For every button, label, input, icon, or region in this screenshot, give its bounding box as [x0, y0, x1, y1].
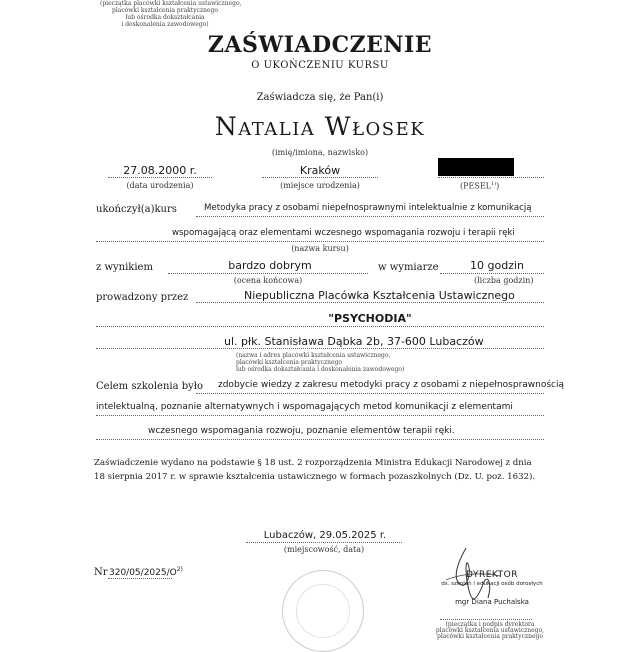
place-date-value: Lubaczów, 29.05.2025 r. [263, 530, 387, 541]
goal-line1: zdobycie wiedzy z zakresu metodyki pracy z osobami z niepełnosprawnością [218, 380, 565, 390]
grade-line [168, 273, 368, 274]
organizer-line2-rule [96, 326, 544, 327]
goal-line3-rule [96, 439, 544, 440]
stamp-bottom-caption-line: placówki kształcenia praktycznego [436, 633, 543, 640]
stamp-caption-line: placówki kształcenia praktycznego [111, 7, 218, 14]
birth-date-line [108, 177, 212, 178]
organizer-caption-line: (nazwa i adres placówki kształcenia ustawicznego, [236, 352, 391, 359]
course-name-caption: (nazwa kursu) [291, 244, 349, 253]
stamp-caption-line: lub ośrodka dokształcania [125, 14, 205, 21]
pesel-caption: (PESEL$^{1)}$) [460, 181, 500, 191]
intro-text: Zaświadcza się, że Pan(i) [256, 92, 384, 103]
pesel-redaction [438, 158, 514, 176]
director-title: DYREKTOR [466, 570, 518, 580]
document-subtitle: O UKOŃCZENIU KURSU [251, 60, 389, 71]
document-title: ZAŚWIADCZENIE [207, 32, 433, 58]
organizer-caption-line: placówki kształcenia praktycznego [236, 359, 343, 366]
hours-label: w wymiarze [378, 262, 439, 273]
organizer-line1-rule [196, 302, 544, 303]
course-label: ukończył(a)kurs [96, 204, 177, 215]
course-name-line1: Metodyka pracy z osobami niepełnosprawnymi intelektualnie z komunikacją [204, 203, 532, 213]
result-label: z wynikiem [96, 262, 153, 273]
organizer-address: ul. płk. Stanisława Dąbka 2b, 37-600 Lubaczów [224, 335, 484, 348]
number-value: $320/05/2025/O^{2)}$ [109, 566, 183, 578]
stamp-caption-line: i doskonalenia zawodowego) [121, 21, 209, 28]
goal-line1-rule [196, 393, 544, 394]
legal-basis-line1: Zaświadczenie wydano na podstawie § 18 ust. 2 rozporządzenia Ministra Edukacji Narodowej z dnia [94, 458, 532, 468]
organizer-name-line2: "PSYCHODIA" [328, 312, 412, 325]
place-date-rule [246, 542, 402, 543]
hours-line [440, 273, 544, 274]
organizer-caption-line: lub ośrodka dokształcania i doskonalenia zawodowego) [236, 366, 405, 373]
director-subtitle: ds. szkoleń i edukacji osób dorosłych [441, 581, 543, 587]
hours-caption: (liczba godzin) [474, 276, 534, 285]
legal-basis-line2: 18 sierpnia 2017 r. w sprawie kształcenia ustawicznego w formach pozaszkolnych (Dz. U. poz. 1632). [94, 472, 536, 482]
goal-label: Celem szkolenia było [96, 381, 204, 392]
birth-place-value: Kraków [299, 164, 341, 177]
birth-date-caption: (data urodzenia) [126, 181, 194, 190]
number-rule [108, 578, 172, 579]
recipient-name-caption: (imię/imiona, nazwisko) [271, 148, 369, 157]
organizer-name-line1: Niepubliczna Placówka Kształcenia Ustawicznego [244, 289, 515, 302]
goal-line3: wczesnego wspomagania rozwoju, poznanie elementów terapii ręki. [148, 426, 455, 436]
organizer-address-rule [96, 348, 544, 349]
birth-place-caption: (miejsce urodzenia) [280, 181, 360, 190]
place-date-caption: (miejscowość, data) [283, 545, 365, 554]
grade-value: bardzo dobrym [228, 259, 312, 272]
grade-caption: (ocena końcowa) [233, 276, 303, 285]
course-name-line2: wspomagającą oraz elementami wczesnego wspomagania rozwoju i terapii ręki [172, 228, 515, 238]
goal-line2-rule [96, 415, 544, 416]
pesel-line [438, 177, 544, 178]
course-name-line2-rule [96, 241, 544, 242]
goal-line2: intelektualną, poznanie alternatywnych i wspomagających metod komunikacji z elementami [96, 402, 513, 412]
director-name: mgr Diana Puchalska [455, 598, 529, 606]
stamp-bottom-caption-line: placówki kształcenia ustawicznego, [435, 627, 545, 634]
number-label: Nr [94, 567, 108, 578]
birth-place-line [262, 177, 378, 178]
recipient-name: Natalia Włosek [214, 112, 426, 141]
course-name-line1-rule [196, 216, 544, 217]
hours-value: 10 godzin [470, 259, 524, 272]
official-seal-inner [296, 584, 350, 638]
stamp-caption-line: (pieczątka placówki kształcenia ustawicznego, [100, 0, 242, 7]
organizer-label: prowadzony przez [96, 292, 189, 303]
stamp-bottom-caption-line: (pieczątka i podpis dyrektora [445, 621, 535, 628]
birth-date-value: 27.08.2000 r. [123, 164, 197, 177]
stamp-bottom-rule [440, 619, 532, 620]
